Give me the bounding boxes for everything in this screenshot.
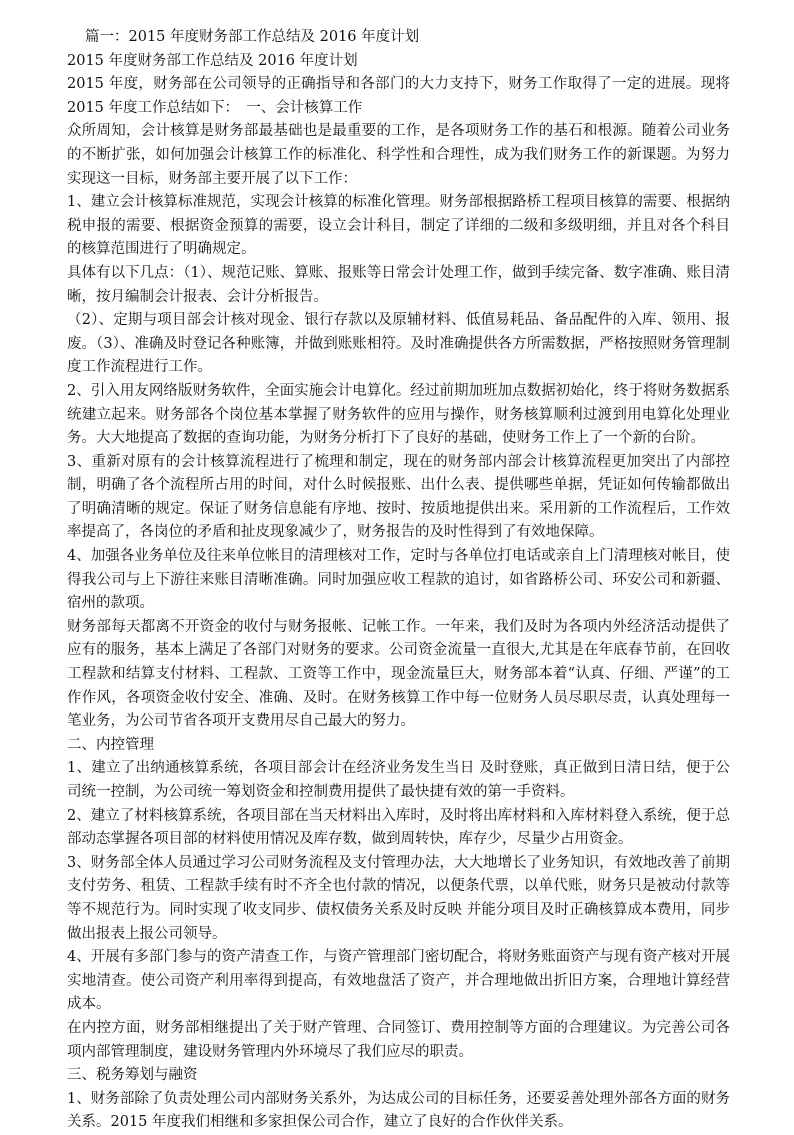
document-body bbox=[67, 26, 730, 1135]
paragraph-control-4: 4、开展有多部门参与的资产清查工作，与资产管理部门密切配合，将财务账面资产与现有资产核对开展实地清查。使公司资产利用率得到提高，有效地盘活了资产，并合理地做出折旧方案，合理地计算经营成本。 bbox=[67, 949, 730, 1013]
paragraph-tax-1: 1、财务部除了负责处理公司内部财务关系外，为达成公司的目标任务，还要妥善处理外部各方面的财务关系。2015 年度我们相继和多家担保公司合作，建立了良好的合作伙伴关系。 bbox=[67, 1090, 730, 1131]
paragraph-accounting-2: 2、引入用友网络版财务软件，全面实施会计电算化。经过前期加班加点数据初始化，终于将财务数据系统建立起来。财务部各个岗位基本掌握了财务软件的应用与操作，财务核算顺利过渡到用电算化处理业务。大大地提高了数据的查询功能，为财务分析打下了良好的基础，使财务工作上了一个新的台阶。 bbox=[67, 382, 730, 447]
section-heading-tax-financing: 三、税务筹划与融资 bbox=[67, 1067, 198, 1084]
paragraph-control-summary: 在内控方面，财务部相继提出了关于财产管理、合同签订、费用控制等方面的合理建议。为完善公司各项内部管理制度，建设财务管理内外环境尽了我们应尽的职责。 bbox=[67, 1019, 730, 1060]
paragraph-accounting-3: 3、重新对原有的会计核算流程进行了梳理和制定，现在的财务部内部会计核算流程更加突出了内部控制，明确了各个流程所占用的时间，对什么时候报账、出什么表、提供哪些单据，凭证如何传输都做出了明确清晰的规定。保证了财务信息能有序地、按时、按质地提供出来。采用新的工作流程后，工作效率提高了，各岗位的矛盾和扯皮现象减少了，财务报告的及时性得到了有效地保障。 bbox=[67, 453, 730, 541]
paragraph-control-3: 3、财务部全体人员通过学习公司财务流程及支付管理办法，大大地增长了业务知识，有效地改善了前期支付劳务、租赁、工程款手续有时不齐全也付款的情况，以便条代票，以单代账，财务只是被动付款等等不规范行为。同时实现了收支同步、债权债务关系及时反映 并能分项目及时正确核算成本费用，同步做出报表上报公司领导。 bbox=[67, 854, 730, 942]
section-heading-internal-control: 二、内控管理 bbox=[67, 736, 154, 753]
paragraph-accounting-4: 4、加强各业务单位及往来单位帐目的清理核对工作，定时与各单位打电话或亲自上门清理核对帐目，使得我公司与上下游往来账目清晰准确。同时加强应收工程款的追讨，如省路桥公司、环安公司和新疆、宿州的款项。 bbox=[67, 548, 730, 612]
document-title: 篇一：2015 年度财务部工作总结及 2016 年度计划 bbox=[85, 29, 420, 45]
paragraph-control-1: 1、建立了出纳通核算系统，各项目部会计在经济业务发生当日 及时登账，真正做到日清日结，便于公司统一控制，为公司统一筹划资金和控制费用提供了最快捷有效的第一手资料。 bbox=[67, 760, 730, 800]
paragraph-accounting-1: 1、建立会计核算标准规范，实现会计核算的标准化管理。财务部根据路桥工程项目核算的需要、根据纳税申报的需要、根据资金预算的需要，设立会计科目，制定了详细的二级和多级明细，并且对各个科目的核算范围进行了明确规定。 bbox=[67, 194, 730, 258]
paragraph-accounting-points: 具体有以下几点：（1）、规范记账、算账、报账等日常会计处理工作，做到手续完备、数字准确、账目清晰，按月编制会计报表、会计分析报告。 bbox=[67, 264, 730, 305]
paragraph-accounting-points-cont: （2）、定期与项目部会计核对现金、银行存款以及原辅材料、低值易耗品、备品配件的入库、领用、报废。（3）、准确及时登记各种账簿，并做到账账相符。及时准确提供各方所需数据，严格按照财务管理制度工作流程进行工作。 bbox=[67, 312, 730, 376]
paragraph-intro: 2015 年度，财务部在公司领导的正确指导和各部门的大力支持下，财务工作取得了一定的进展。现将 2015 年度工作总结如下： 一、会计核算工作 bbox=[67, 76, 730, 116]
paragraph-control-2: 2、建立了材料核算系统，各项目部在当天材料出入库时，及时将出库材料和入库材料登入系统，便于总部动态掌握各项目部的材料使用情况及库存数，做到周转快，库存少，尽量少占用资金。 bbox=[67, 807, 730, 848]
paragraph-accounting-overview: 众所周知，会计核算是财务部最基础也是最重要的工作，是各项财务工作的基石和根源。随着公司业务的不断扩张，如何加强会计核算工作的标准化、科学性和合理性，成为我们财务工作的新课题。为努力实现这一目标，财务部主要开展了以下工作： bbox=[67, 123, 730, 187]
paragraph-cashflow: 财务部每天都离不开资金的收付与财务报帐、记帐工作。一年来，我们及时为各项内外经济活动提供了应有的服务，基本上满足了各部门对财务的要求。公司资金流量一直很大,尤其是在年底春节前，在回收工程款和结算支付材料、工程款、工资等工作中，现金流量巨大，财务部本着“认真、仔细、严谨”的工作作风，各项资金收付安全、准确、及时。在财务核算工作中每一位财务人员尽职尽责，认真处理每一笔业务，为公司节省各项开支费用尽自己最大的努力。 bbox=[67, 618, 730, 730]
document-subtitle: 2015 年度财务部工作总结及 2016 年度计划 bbox=[67, 52, 358, 69]
